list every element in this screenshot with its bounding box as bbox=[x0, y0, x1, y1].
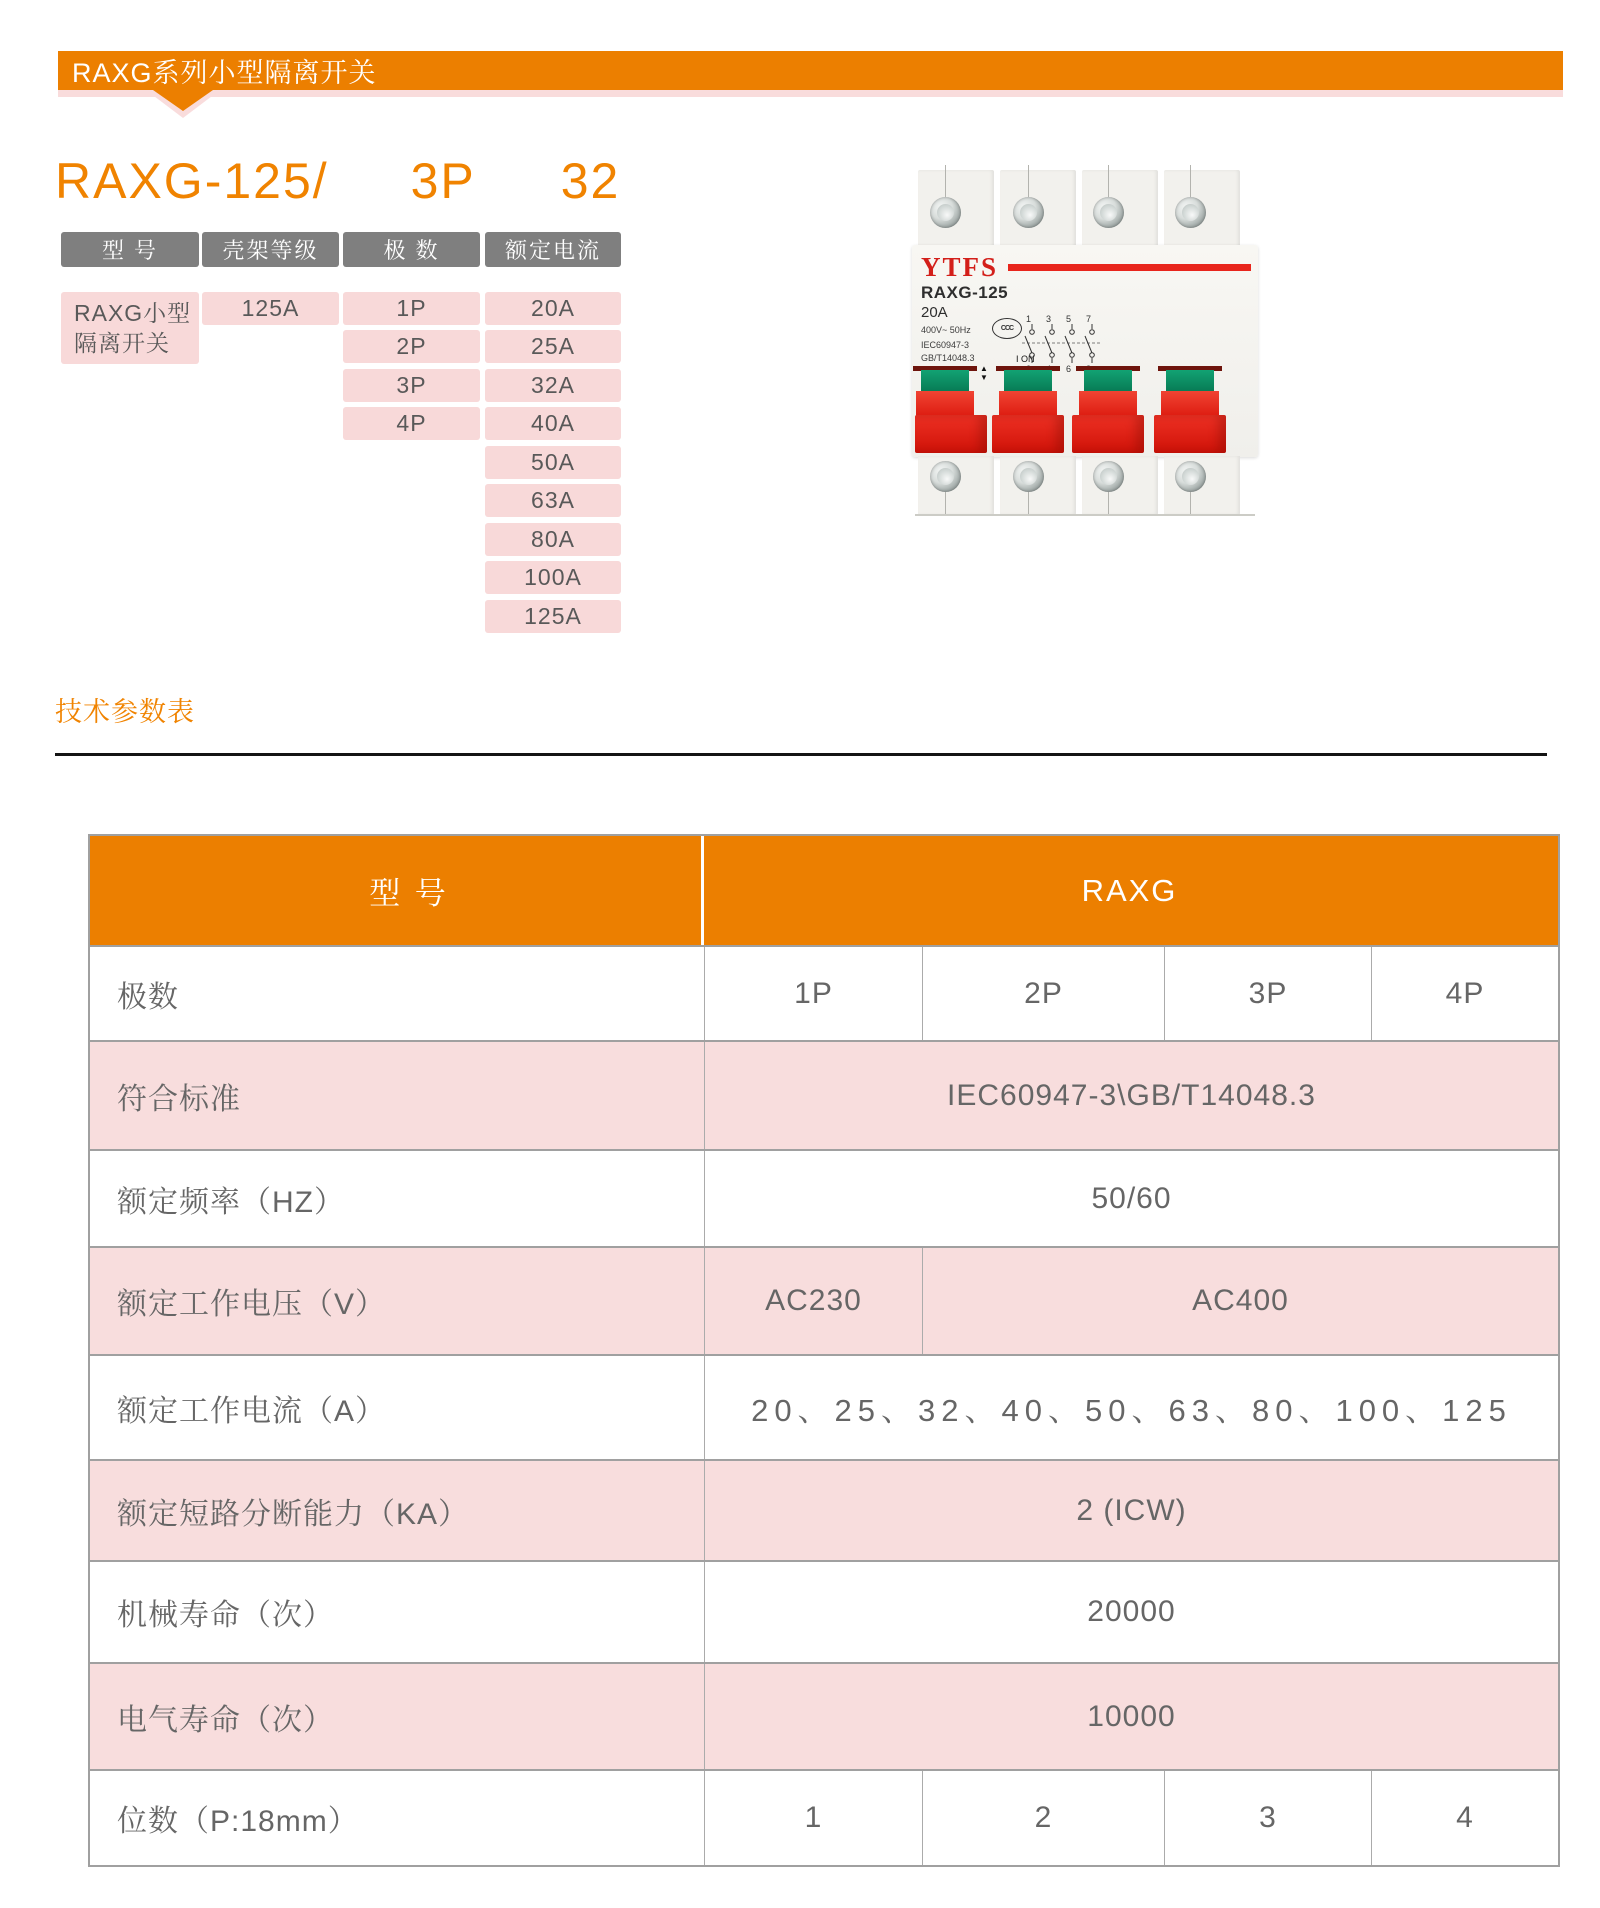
screw-icon bbox=[1175, 461, 1206, 492]
on-label: I ON bbox=[1015, 354, 1035, 364]
spec-row-standard bbox=[90, 1040, 1558, 1149]
product-standard2: GB/T14048.3 bbox=[921, 353, 975, 363]
handle-red bbox=[999, 391, 1057, 417]
screw-icon bbox=[1175, 197, 1206, 228]
spec-row-modules bbox=[90, 1769, 1558, 1865]
row-label: 额定短路分断能力（KA） bbox=[117, 1497, 470, 1531]
selector-current-option: 32A bbox=[485, 369, 621, 402]
spec-header-model: 型 号 bbox=[90, 836, 704, 945]
selector-pole-option: 1P bbox=[343, 292, 480, 325]
selector-current-option: 100A bbox=[485, 561, 621, 594]
handle-red bbox=[916, 391, 974, 417]
spec-row-current bbox=[90, 1354, 1558, 1459]
row-value: 4 bbox=[1371, 1771, 1558, 1865]
selector-frame-option: 125A bbox=[202, 292, 339, 325]
row-value: 20、25、32、40、50、63、80、100、125 bbox=[704, 1356, 1558, 1459]
terminal-number: 7 bbox=[1086, 314, 1092, 324]
screw-icon bbox=[1013, 197, 1044, 228]
model-poles: 3P bbox=[410, 153, 475, 209]
terminal-number: 3 bbox=[1046, 314, 1052, 324]
screw-icon bbox=[930, 461, 961, 492]
row-value: 4P bbox=[1371, 947, 1558, 1040]
selector-model-line2: 隔离开关 bbox=[74, 330, 170, 356]
screw-icon bbox=[1093, 461, 1124, 492]
screw-icon bbox=[1093, 197, 1124, 228]
spec-row-voltage bbox=[90, 1246, 1558, 1354]
terminal-line bbox=[945, 165, 946, 197]
section-heading: 技术参数表 bbox=[55, 697, 195, 727]
product-voltage-freq: 400V~ 50Hz bbox=[921, 325, 971, 335]
terminal-line bbox=[945, 492, 946, 514]
handle-red bbox=[1161, 391, 1219, 417]
handle-green-stripe bbox=[1004, 370, 1052, 392]
product-rating: 20A bbox=[921, 304, 948, 321]
row-value: 50/60 bbox=[704, 1151, 1558, 1246]
selector-header-frame: 壳架等级 bbox=[202, 232, 339, 267]
brand-logo: YTFS bbox=[921, 252, 999, 282]
selector-pole-option: 2P bbox=[343, 330, 480, 363]
selector-current-option: 125A bbox=[485, 600, 621, 633]
handle-red-lip bbox=[992, 415, 1064, 453]
model-title bbox=[55, 152, 620, 210]
selector-current-option: 40A bbox=[485, 407, 621, 440]
handle-red bbox=[1079, 391, 1137, 417]
row-value: 20000 bbox=[704, 1562, 1558, 1662]
selector-model-line1: RAXG小型 bbox=[74, 300, 192, 326]
terminal-number: 6 bbox=[1066, 364, 1072, 373]
row-value: 3 bbox=[1164, 1771, 1371, 1865]
handle-red-lip bbox=[1154, 415, 1226, 453]
spec-table bbox=[88, 834, 1560, 1867]
row-value: 2P bbox=[922, 947, 1164, 1040]
selector-header-model: 型 号 bbox=[61, 232, 199, 267]
terminal-line bbox=[1190, 165, 1191, 197]
model-series: RAXG-125/ bbox=[55, 153, 329, 209]
row-label: 额定工作电流（A） bbox=[117, 1394, 387, 1428]
spec-header-series: RAXG bbox=[1081, 872, 1178, 908]
photo-baseline bbox=[915, 514, 1255, 516]
selector-pole-option: 3P bbox=[343, 369, 480, 402]
row-value: 2 (ICW) bbox=[704, 1461, 1558, 1560]
handle-green-stripe bbox=[921, 370, 969, 392]
row-label: 电气寿命（次） bbox=[117, 1703, 334, 1737]
row-value: 10000 bbox=[704, 1664, 1558, 1769]
product-standard1: IEC60947-3 bbox=[921, 340, 970, 350]
model-current: 32 bbox=[560, 153, 621, 209]
ccc-mark-icon: CCC bbox=[992, 318, 1022, 339]
spec-row-frequency bbox=[90, 1149, 1558, 1246]
banner-pointer-icon bbox=[153, 90, 213, 111]
spec-row-elec-life bbox=[90, 1662, 1558, 1769]
terminal-number: 1 bbox=[1026, 314, 1032, 324]
banner-shadow bbox=[58, 90, 1563, 97]
spec-row-poles bbox=[90, 945, 1558, 1040]
row-label: 极数 bbox=[117, 980, 179, 1014]
selector-current-option: 25A bbox=[485, 330, 621, 363]
terminal-line bbox=[1108, 165, 1109, 197]
row-value: AC400 bbox=[922, 1248, 1558, 1354]
row-value: 3P bbox=[1164, 947, 1371, 1040]
off-arrow-icon: ▼ bbox=[980, 372, 988, 382]
selector-current-option: 20A bbox=[485, 292, 621, 325]
banner-bar bbox=[58, 51, 1563, 90]
row-value: AC230 bbox=[704, 1248, 922, 1354]
product-photo bbox=[915, 165, 1255, 525]
screw-icon bbox=[930, 197, 961, 228]
selector-current-option: 63A bbox=[485, 484, 621, 517]
handle-green-stripe bbox=[1166, 370, 1214, 392]
row-label: 符合标准 bbox=[117, 1082, 241, 1116]
spec-row-breaking bbox=[90, 1459, 1558, 1560]
row-label: 额定工作电压（V） bbox=[117, 1288, 387, 1321]
selector-header-poles: 极 数 bbox=[343, 232, 480, 267]
row-value: 2 bbox=[922, 1771, 1164, 1865]
screw-icon bbox=[1013, 461, 1044, 492]
terminal-line bbox=[1108, 492, 1109, 514]
selector-pole-option: 4P bbox=[343, 407, 480, 440]
row-label: 额定频率（HZ） bbox=[117, 1185, 345, 1219]
selector-header-current: 额定电流 bbox=[485, 232, 621, 267]
selector-current-option: 50A bbox=[485, 446, 621, 479]
banner-title: RAXG系列小型隔离开关 bbox=[72, 58, 377, 88]
terminal-line bbox=[1028, 165, 1029, 197]
handle-red-lip bbox=[915, 415, 987, 453]
selector-model-cell bbox=[61, 292, 199, 364]
row-value: 1P bbox=[704, 947, 922, 1040]
row-value: 1 bbox=[704, 1771, 922, 1865]
row-value: IEC60947-3\GB/T14048.3 bbox=[704, 1042, 1558, 1149]
row-label: 机械寿命（次） bbox=[117, 1599, 334, 1632]
handle-red-lip bbox=[1072, 415, 1144, 453]
selector-current-option: 80A bbox=[485, 523, 621, 556]
on-arrow-icon: ▲ bbox=[980, 363, 988, 373]
product-model: RAXG-125 bbox=[921, 283, 1009, 302]
handle-green-stripe bbox=[1084, 370, 1132, 392]
section-rule bbox=[55, 753, 1547, 756]
terminal-number: 5 bbox=[1066, 314, 1072, 324]
brand-redline bbox=[1008, 264, 1251, 271]
circuit-diagram bbox=[1020, 313, 1104, 373]
terminal-line bbox=[1028, 492, 1029, 514]
row-label: 位数（P:18mm） bbox=[117, 1805, 359, 1838]
terminal-line bbox=[1190, 492, 1191, 514]
spec-row-mech-life bbox=[90, 1560, 1558, 1662]
spec-header-row bbox=[90, 836, 1558, 945]
